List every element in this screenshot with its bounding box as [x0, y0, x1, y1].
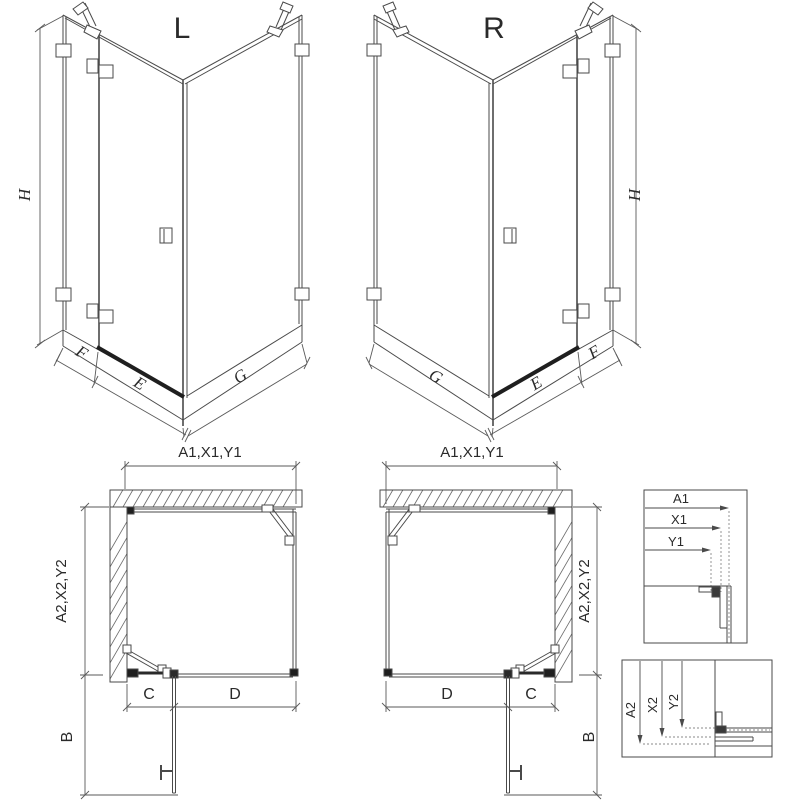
height-label-right: H	[625, 188, 644, 202]
detail-x1-label: X1	[671, 512, 687, 527]
fixed-width-label-left: F	[72, 341, 92, 364]
variant-right-title: R	[483, 12, 505, 45]
variant-left-title: L	[173, 12, 191, 45]
side-width-label-right: G	[425, 364, 446, 388]
door-width-label-left: E	[130, 372, 150, 395]
fixed-segment-label-right: C	[525, 686, 537, 703]
detail-a1-label: A1	[673, 491, 689, 506]
opening-width-label-right: A1,X1,Y1	[440, 444, 504, 461]
opening-depth-label-right: A2,X2,Y2	[576, 559, 593, 623]
door-swing-label-right: B	[581, 731, 598, 743]
opening-width-label-left: A1,X1,Y1	[178, 444, 242, 461]
detail-y2-label: Y2	[666, 694, 681, 710]
detail-a2-label: A2	[623, 702, 638, 718]
fixed-segment-label-left: C	[143, 686, 155, 703]
side-width-label-left: G	[230, 364, 251, 388]
door-swing-label-left: B	[59, 731, 76, 743]
detail-y1-label: Y1	[668, 534, 684, 549]
door-segment-label-right: D	[441, 686, 453, 703]
fixed-width-label-right: F	[584, 341, 604, 364]
door-handle	[504, 228, 516, 243]
opening-depth-label-left: A2,X2,Y2	[53, 559, 70, 623]
door-width-label-right: E	[526, 372, 546, 395]
door-segment-label-left: D	[229, 686, 241, 703]
height-label-left: H	[15, 188, 34, 202]
detail-x2-label: X2	[645, 697, 660, 713]
door-handle	[160, 228, 172, 243]
